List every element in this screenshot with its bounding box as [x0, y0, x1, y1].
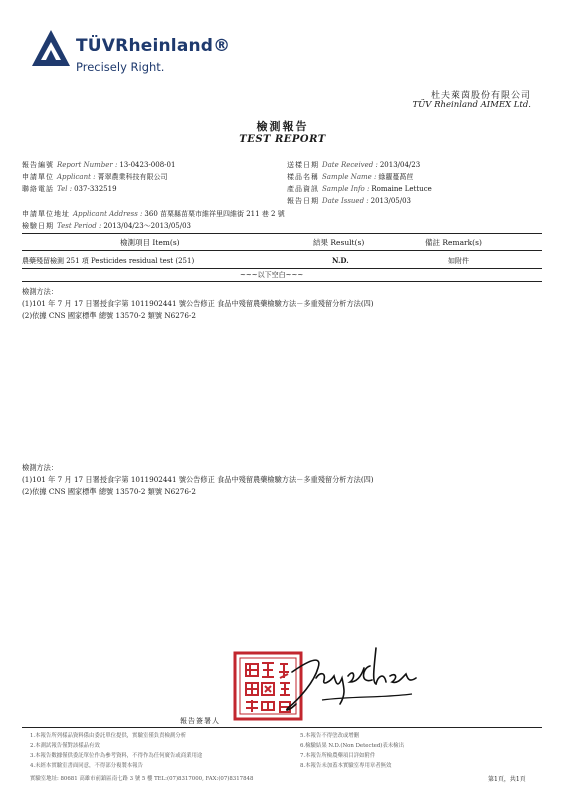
methods-line-2: (2)依據 CNS 國家標準 總號 13570-2 類號 N6276-2: [22, 311, 196, 320]
company-name-en: TÜV Rheinland AIMEX Ltd.: [412, 100, 531, 110]
field-applicant: 申請單位 Applicant : 菁翠農業科技有限公司: [22, 173, 168, 181]
field-date-received: 送樣日期 Date Received : 2013/04/23: [287, 161, 421, 169]
report-title-en: TEST REPORT: [239, 134, 326, 145]
methods-line-1: (1)101 年 7 月 17 日署授食字第 1011902441 號公告修正 食品中殘留農藥檢驗方法－多重殘留分析方法(四): [22, 299, 374, 308]
signer-label: 報告簽署人: [180, 717, 220, 725]
table-bottom-rule: [22, 281, 542, 282]
note-left-3: 3.本報告數據僅供委託單位作為參考資料，不得作為任何廣告或商業用途: [30, 753, 203, 759]
table-row-item: 農藥殘留檢測 251 項 Pesticides residual test (251): [22, 257, 195, 265]
table-row-result: N.D.: [332, 256, 349, 265]
company-name-zh: 杜夫萊茵股份有限公司: [430, 91, 531, 101]
table-header-item: 檢測項目 Item(s): [120, 238, 180, 247]
field-date-issued: 報告日期 Date Issued : 2013/05/03: [287, 197, 411, 205]
field-sample-name: 樣品名稱 Sample Name : 綠蘿蔓萵苣: [287, 173, 414, 181]
signature-rule: [22, 727, 542, 728]
field-report-number: 報告編號 Report Number : 13-0423-008-01: [22, 161, 176, 169]
methods2-heading: 檢測方法：: [22, 463, 58, 472]
table-row-rule: [22, 268, 542, 269]
methods2-line-1: (1)101 年 7 月 17 日署授食字第 1011902441 號公告修正 食品中殘留農藥檢驗方法－多重殘留分析方法(四): [22, 475, 374, 484]
note-left-2: 2.本測試報告僅對該樣品有效: [30, 743, 100, 749]
note-right-8: 8.本報告未加蓋本實驗室專用章者無效: [300, 763, 392, 769]
field-tel: 聯絡電話 Tel : 037-332519: [22, 185, 117, 193]
table-top-rule: [22, 233, 542, 234]
note-right-6: 6.檢驗結果 N.D.(Non Detected)表未檢出: [300, 743, 404, 749]
note-left-4: 4.未經本實驗室書面同意，不得部分複製本報告: [30, 763, 143, 769]
handwritten-signature: [282, 638, 422, 718]
note-right-5: 5.本報告不得塗改或增刪: [300, 733, 360, 739]
methods2-line-2: (2)依據 CNS 國家標準 總號 13570-2 類號 N6276-2: [22, 487, 196, 496]
tuv-logo-icon: [30, 28, 72, 68]
lab-address: 實驗室地址: 80681 高雄市前鎮區南七路 3 號 5 樓 TEL:(07)8317000, FAX:(07)8317848: [30, 776, 254, 782]
brand-tagline: Precisely Right.: [76, 60, 165, 74]
note-right-7: 7.本報告所檢農藥項目詳如附件: [300, 753, 376, 759]
methods-heading: 檢測方法：: [22, 287, 58, 296]
field-test-period: 檢驗日期 Test Period : 2013/04/23～2013/05/03: [22, 222, 192, 230]
report-title-zh: 檢測報告: [256, 120, 309, 133]
brand-name: TÜVRheinland®: [76, 36, 231, 56]
table-row-remark: 如附件: [448, 257, 469, 265]
field-sample-info: 產品資訊 Sample Info : Romaine Lettuce: [287, 185, 432, 193]
table-end-marker: ~~~以下空白~~~: [240, 271, 304, 279]
table-header-rule: [22, 250, 542, 251]
note-left-1: 1.本報告所列樣品資料係由委託單位提供，實驗室僅負責檢測分析: [30, 733, 187, 739]
field-applicant-address: 申請單位地址 Applicant Address : 360 苗栗縣苗栗市維祥里四維街 211 巷 2 號: [22, 210, 285, 218]
table-header-remark: 備註 Remark(s): [425, 238, 482, 247]
table-header-result: 結果 Result(s): [313, 238, 365, 247]
page-number: 第1頁，共1頁: [488, 776, 526, 783]
